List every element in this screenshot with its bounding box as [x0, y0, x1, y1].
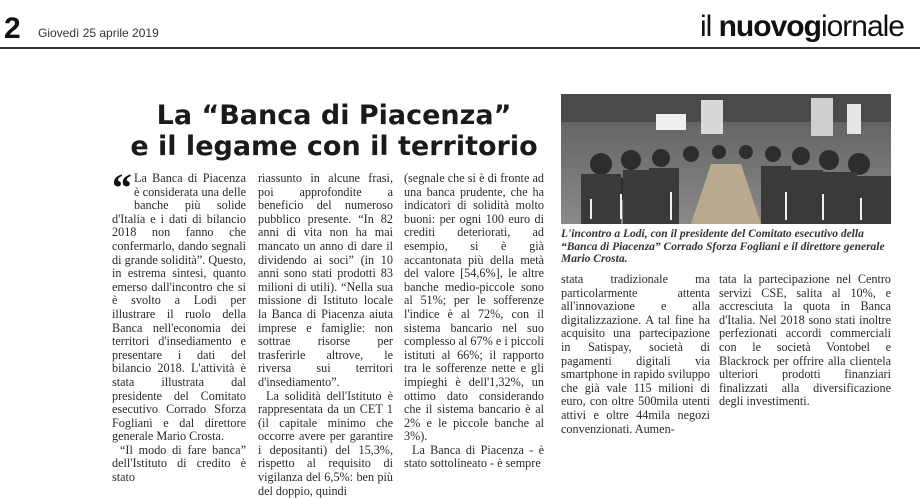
column-2-text: riassunto in alcune frasi, poi approfondite a beneficio del numeroso pubblico presente. “In 82 anni di vita non ha mai mancato un anno di dare il dividendo ai soci” (in 10 anni sono stati prodotti 83 milioni di utili). “Nella sua missione di Istituto locale la Banca di Piacenza aiuta imprese e famiglie: non sottrae risorse per trasferirle altrove, le riversa sui territori d'insediamento”.	[258, 172, 393, 390]
masthead-part4: iornale	[821, 10, 904, 43]
column-5-text: tata la partecipazione nel Centro servizi CSE, salita al 10%, e accresciuta la quota in Banca d'Italia. Nel 2018 sono stati inoltre perfezionati accordi commerciali con le società Vontobel e Blackrock per offrire alla clientela ulteriori prodotti finanziari finalizzati alla diversificazione degli investimenti.	[719, 273, 891, 409]
article-column-4	[561, 273, 710, 436]
column-2-text-b: La solidità dell'Istituto è rappresentata da un CET 1 (il capitale minimo che occorre avere per garantire i depositanti) del 15,3%, rispetto al requisito di vigilanza del 6,5%: ben più del doppio, quindi	[258, 390, 393, 498]
photo-caption: L'incontro a Lodi, con il presidente del Comitato esecutivo della “Banca di Piacenza” Corrado Sforza Fogliani e il direttore generale Mario Crosta.	[561, 228, 891, 266]
article-column-5	[719, 273, 891, 409]
column-3-text-b: La Banca di Piacenza - è stato sottolineato - è sempre	[404, 444, 544, 471]
page-number: 2	[4, 14, 21, 44]
headline-line-2: e il legame con il territorio	[116, 131, 552, 162]
headline-line-1: La “Banca di Piacenza”	[116, 100, 552, 131]
article-column-1	[112, 172, 246, 485]
column-3-text: (segnale che si è di fronte ad una banca prudente, che ha indicatori di solidità molto buoni: per ogni 100 euro di crediti deteriorati, ad esempio, si è già accantonata più della metà del valore [54,6%], le altre banche medio-piccole sono al 51%; per le sofferenze l'indice è al 72%, con il sistema bancario nel suo complesso al 67% e i piccoli istituti al 66%; il rapporto tra le sofferenze nette e gli impieghi è dell'1,32%, un ottimo dato considerando che il sistema bancario è al 2% e le piccole banche al 3%).	[404, 172, 544, 444]
article-headline	[116, 100, 552, 162]
article-column-3	[404, 172, 544, 471]
masthead-part2: nuovo	[719, 10, 804, 43]
header-rule	[0, 47, 920, 49]
masthead-logo	[700, 10, 904, 44]
event-photo	[561, 94, 891, 224]
article-column-2	[258, 172, 393, 498]
issue-date: Giovedì 25 aprile 2019	[38, 26, 159, 40]
column-1-text: La Banca di Piacenza è considerata una delle banche più solide d'Italia e i dati di bilancio 2018 non fanno che confermarlo, dando segnali di grande solidità”. Questo, in estrema sintesi, quanto emerso dall'incontro che si è svolto a Lodi per illustrare il ruolo della Banca nell'economia dei territori d'insediamento e presentare i dati del bilancio 2018. L'attività è stata illustrata dal presidente del Comitato esecutivo Corrado Sforza Fogliani e dal direttore generale Mario Crosta.	[112, 171, 246, 443]
column-4-text: stata tradizionale ma particolarmente attenta all'innovazione e alla digitalizzazione. A tal fine ha acquisito una partecipazione in Satispay, società di pagamenti digitali via smartphone in rapido sviluppo che già vale 115 milioni di euro, con oltre 500mila utenti attivi e oltre 44mila negozi convenzionati. Aumen-	[561, 273, 710, 436]
masthead-part3: g	[804, 10, 821, 43]
masthead-part1: il	[700, 10, 719, 43]
column-1-text-b: “Il modo di fare banca” dell'Istituto di credito è stato	[112, 444, 246, 485]
drop-quote-mark: “	[112, 172, 132, 204]
audience-photo-image	[561, 94, 891, 224]
